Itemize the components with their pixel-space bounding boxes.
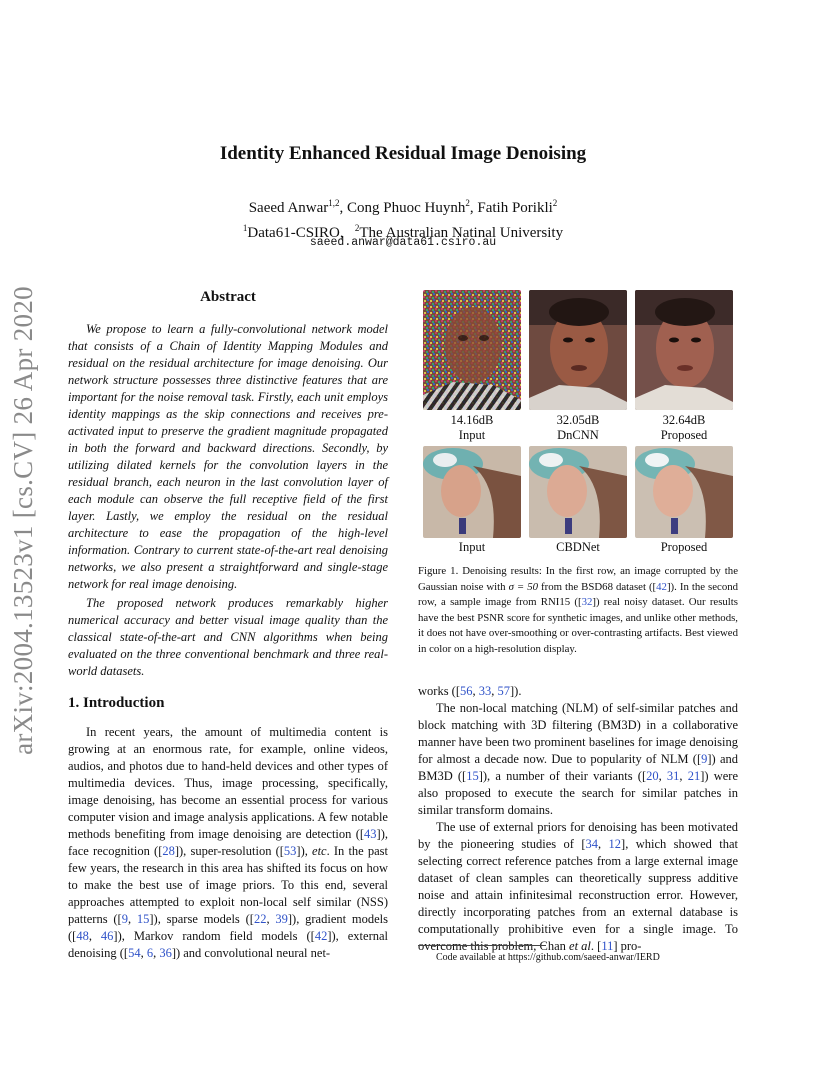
- citation-link[interactable]: 36: [159, 946, 172, 960]
- citation-link[interactable]: 46: [100, 929, 114, 943]
- citation-link[interactable]: 56: [460, 684, 473, 698]
- method-input-label: Input: [458, 540, 486, 554]
- citation-link[interactable]: 12: [608, 837, 622, 851]
- introduction-body: [68, 724, 388, 962]
- citation-link[interactable]: 42: [314, 929, 328, 943]
- citation-link[interactable]: 28: [162, 844, 175, 858]
- citation-link[interactable]: 33: [478, 684, 492, 698]
- face-dncnn-image: [529, 290, 627, 410]
- intro-paragraph: In recent years, the amount of multimedia content is growing at an enormous rate, for example, online videos, audios, and photos due to hand-held devices and other types of multimedia devices. Thus, image processing, specifically, image denoising, has become an essential process for various computer vision and image analysis applications. A few notable methods benefiting from image denoising are detection ([43]), face recognition ([28]), super-resolution ([53]), etc. In the past few years, the research in this area has shifted its focus on how to make the best use of image priors. To this end, several approaches attempted to exploit non-local self similar (NSS) patterns ([9, 15]), sparse models ([22, 39]), gradient models ([48, 46]), Markov random field models ([42]), external denoising ([54, 6, 36]) and convolutional neural net-: [68, 725, 389, 960]
- continued-line: works ([56, 33, 57]).: [418, 684, 522, 698]
- arxiv-stamp-text: arXiv:2004.13523v1 [cs.CV] 26 Apr 2020: [7, 285, 38, 755]
- figure-caption: Figure 1. Denoising results: In the first row, an image corrupted by the Gaussian noise with σ = 50 from the BSD68 dataset ([42]). In the second row, a sample image from RNI15 ([32]) real noisy dataset. Our results have the best PSNR score for synthetic images, and unlike other methods, it does not have over-smoothing or over-contrasting artifacts. Best viewed in color on a high-resolution display.: [418, 565, 739, 655]
- citation-link[interactable]: 39: [275, 912, 288, 926]
- introduction-heading: 1. Introduction: [68, 695, 165, 711]
- footnote-code-link[interactable]: Code available at https://github.com/saeed-anwar/IERD: [436, 952, 660, 963]
- citation-link[interactable]: 22: [253, 912, 267, 926]
- citation-link[interactable]: 6: [146, 946, 154, 960]
- citation-link[interactable]: 31: [666, 769, 680, 783]
- citation-link[interactable]: 53: [283, 844, 297, 858]
- psnr-input-label: 14.16dB Input: [450, 413, 494, 442]
- method-proposed-label: Proposed: [660, 540, 708, 554]
- citation-link[interactable]: 42: [656, 580, 667, 593]
- author-line: Saeed Anwar$^{1,2}$, Cong Phuoc Huynh$^2$, Fatih Porikli$^2$: [248, 198, 558, 216]
- citation-link[interactable]: 21: [687, 769, 701, 783]
- citation-link[interactable]: 48: [76, 929, 89, 943]
- psnr-dncnn-label: 32.05dB DnCNN: [556, 413, 600, 442]
- face-noisy-image: [423, 290, 521, 410]
- external-priors-paragraph: The use of external priors for denoising has been motivated by the pioneering studies of [34, 12], which showed that selecting correct reference patches from a large external image dataset of clean samples can theoretically suppress additive noise and attain infinitesimal reconstruction error. However, directly incorporating patches from an external database is computationally prohibitive even for a single image. To overcome this problem, Chan et al. [11] pro-: [418, 820, 739, 953]
- face-proposed-image: [635, 290, 733, 410]
- paper-title: Identity Enhanced Residual Image Denoising: [219, 143, 587, 164]
- figure-1: [418, 290, 738, 565]
- woman-input-image: [423, 446, 521, 538]
- affiliation-line: $^1$Data61-CSIRO, $^2$The Australian Natinal University: [242, 223, 564, 241]
- psnr-proposed-label: 32.64dB Proposed: [660, 413, 708, 442]
- right-column-body: [418, 683, 738, 955]
- citation-link[interactable]: 9: [701, 752, 708, 766]
- author-email[interactable]: saeed.anwar@data61.csiro.au: [309, 236, 497, 249]
- footnote-divider: [418, 945, 546, 946]
- citation-link[interactable]: 32: [581, 596, 593, 608]
- citation-link[interactable]: 9: [121, 912, 128, 926]
- abstract-paragraph-2: The proposed network produces remarkably higher numerical accuracy and better visual image quality than the classical state-of-the-art and CNN algorithms when being evaluated on the three conventional benchmark and three real-world datasets.: [68, 596, 388, 678]
- citation-link[interactable]: 34: [585, 837, 599, 851]
- woman-cbdnet-image: [529, 446, 627, 538]
- citation-link[interactable]: 43: [364, 827, 377, 841]
- nlm-paragraph: The non-local matching (NLM) of self-similar patches and block matching with 3D filtering (BM3D) in a collaborative manner have been two prominent baselines for image denoising for almost a decade now. Due to popularity of NLM ([9]) and BM3D ([15]), a number of their variants ([20, 31, 21]) were also proposed to execute the search for similar patches in similar transform domains.: [418, 701, 738, 817]
- citation-link[interactable]: 11: [601, 939, 614, 953]
- abstract-heading: Abstract: [200, 289, 256, 305]
- citation-link[interactable]: 57: [497, 684, 511, 698]
- citation-link[interactable]: 15: [136, 912, 150, 926]
- citation-link[interactable]: 15: [466, 769, 479, 783]
- woman-proposed-image: [635, 446, 733, 538]
- abstract-paragraph-1: We propose to learn a fully-convolutional network model that consists of a Chain of Identity Mapping Modules and residual on the residual architecture for image denoising. Our network structure possesses three distinctive features that are important for the noise removal task. Firstly, each unit employs identity mappings as the skip connections and receives pre-activated input to preserve the gradient magnitude propagated in both the forward and backward directions. Secondly, by utilizing dilated kernels for the convolution layers in the residual branch, each neuron in the last convolution layer of each module can observe the full receptive field of the first layer. Lastly, we employ the residual on the residual architecture to ease the propagation of the high-level information. Contrary to current state-of-the-art real denoising networks, we also present a straightforward and single-stage network for real image denoising.: [68, 322, 388, 591]
- citation-link[interactable]: 20: [646, 769, 659, 783]
- arxiv-stamp: [2, 285, 44, 755]
- method-cbdnet-label: CBDNet: [556, 540, 600, 554]
- citation-link[interactable]: 54: [128, 946, 141, 960]
- abstract-body: [68, 321, 388, 680]
